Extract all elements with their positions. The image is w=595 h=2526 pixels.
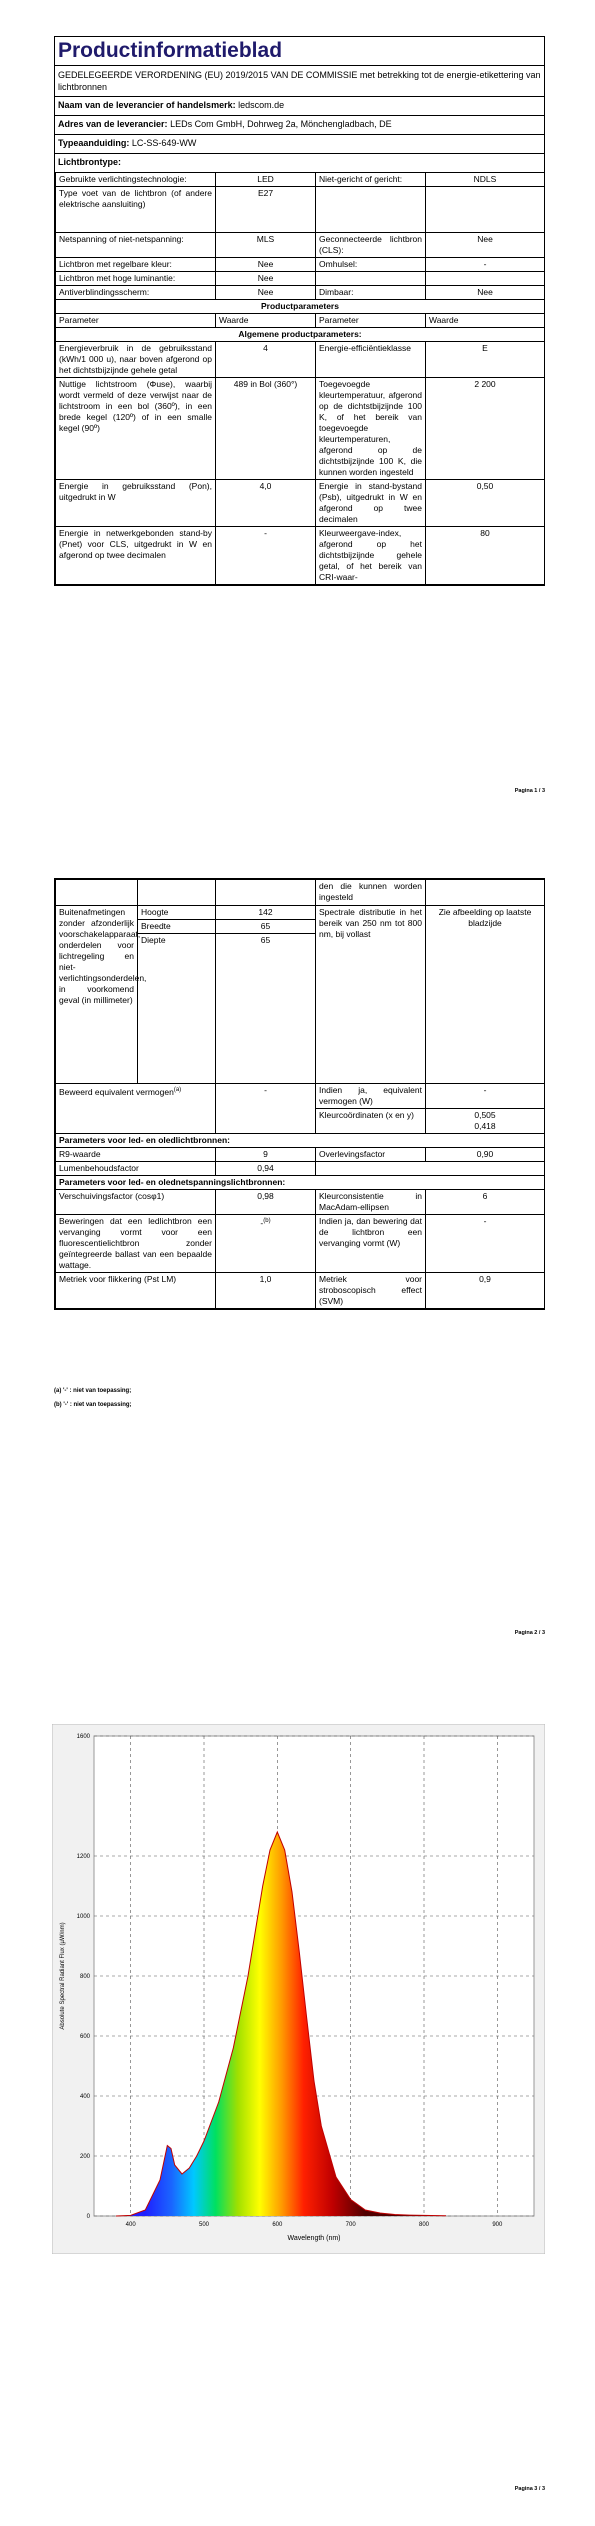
table-row	[56, 1148, 545, 1162]
cell-value: 4,0	[216, 480, 316, 527]
cell-label: Beweringen dat een ledlichtbron een vervanging vormt voor een fluorescentielichtbron zonder geïntegreerde ballast van een bepaalde wattage.	[56, 1215, 216, 1273]
type-table	[55, 172, 545, 585]
cell-label: Diepte	[138, 934, 216, 1084]
y-tick-label: 600	[79, 2034, 90, 2040]
table-row	[56, 233, 545, 258]
x-tick-label: 900	[492, 2222, 503, 2228]
x-tick-label: 800	[418, 2222, 430, 2228]
cell-label: Kleurweergave-index, afgerond op het dichtstbijzijnde gehele getal, of het bereik van CRI-waar-	[316, 527, 426, 585]
table-row	[56, 378, 545, 480]
model-label: Typeaanduiding:	[58, 138, 130, 148]
cell-value	[426, 1109, 545, 1134]
section-header-row	[56, 1134, 545, 1148]
cell-value: E27	[216, 187, 316, 233]
cell-label: Lichtbron met hoge luminantie:	[56, 272, 216, 286]
cell-value: 9	[216, 1148, 316, 1162]
cell-value: 0,9	[426, 1273, 545, 1309]
cell-value: MLS	[216, 233, 316, 258]
lightsource-type-label: Lichtbrontype:	[58, 157, 121, 167]
cell-value	[426, 187, 545, 233]
model-value: LC-SS-649-WW	[131, 138, 197, 148]
cell-label: Dimbaar:	[316, 286, 426, 300]
cell-value: NDLS	[426, 173, 545, 187]
cell-value: 489 in Bol (360°)	[216, 378, 316, 480]
cell-value: 80	[426, 527, 545, 585]
table-row	[56, 1190, 545, 1215]
cell-label: Metriek voor stroboscopisch effect (SVM)	[316, 1273, 426, 1309]
cell-empty	[56, 880, 138, 906]
page-number: Pagina 1 / 3	[514, 788, 545, 794]
cell-value: 4	[216, 342, 316, 378]
cell-label: Energie in stand-bystand (Psb), uitgedrukt in W en afgerond op twee decimalen	[316, 480, 426, 527]
cell-value: Nee	[426, 233, 545, 258]
supplier-line	[55, 97, 544, 116]
footnote-marker: (b)	[263, 1218, 271, 1224]
table-row	[56, 880, 545, 906]
section-header-row	[56, 300, 545, 314]
y-tick-label: 0	[86, 2214, 90, 2220]
cell-label: Lichtbron met regelbare kleur:	[56, 258, 216, 272]
table-row	[56, 1215, 545, 1273]
chroma-x: 0,505	[474, 1110, 496, 1120]
lightsource-type-line	[55, 154, 544, 172]
cell-label: Niet-gericht of gericht:	[316, 173, 426, 187]
y-tick-label: 1000	[76, 1914, 90, 1920]
cell-label: Lumenbehoudsfactor	[56, 1162, 216, 1176]
section-title: Parameters voor led- en oledlichtbronnen:	[56, 1134, 545, 1148]
cell-value: 1,0	[216, 1273, 316, 1309]
table-row	[56, 272, 545, 286]
cell-value: Zie afbeelding op laatste bladzijde	[426, 906, 545, 1084]
footnote-marker: (a)	[173, 1087, 182, 1093]
cell-value: 0,94	[216, 1162, 316, 1176]
table-row	[56, 342, 545, 378]
cell-value: Nee	[216, 258, 316, 272]
supplier-label: Naam van de leverancier of handelsmerk:	[58, 100, 236, 110]
cell-label: Breedte	[138, 920, 216, 934]
address-line	[55, 116, 544, 135]
x-tick-label: 400	[125, 2222, 136, 2228]
cell-label: Toegevoegde kleurtemperatuur, afgerond op de dichtstbijzijnde 100 K, of het bereik van toegevoegde kleurtemperaturen, afgerond op de dichtstbijzijnde 100 K, die kunnen worden ingesteld	[316, 378, 426, 480]
cell-label: Type voet van de lichtbron (of andere elektrische aansluiting)	[56, 187, 216, 233]
footnote-a: (a) '-' : niet van toepassing;	[54, 1388, 132, 1394]
cell-value: LED	[216, 173, 316, 187]
cell-value: Nee	[216, 286, 316, 300]
cell-value: E	[426, 342, 545, 378]
cell-empty	[316, 1162, 545, 1176]
chroma-y: 0,418	[474, 1121, 496, 1131]
y-tick-label: 1200	[76, 1854, 90, 1860]
x-tick-label: 700	[345, 2222, 356, 2228]
x-axis-label: Wavelength (nm)	[287, 2235, 341, 2242]
table-row	[56, 187, 545, 233]
cell-value: -	[426, 1215, 545, 1273]
cell-value: 142	[216, 906, 316, 920]
cell-label: Energie-efficiëntieklasse	[316, 342, 426, 378]
section-header-row	[56, 328, 545, 342]
cell-label: Nuttige lichtstroom (Φuse), waarbij wordt vermeld of deze verwijst naar de lichtstroom in een bol (360º), in een brede kegel (120º) of in een smalle kegel (90º)	[56, 378, 216, 480]
section-title: Productparameters	[56, 300, 545, 314]
column-header-row	[56, 314, 545, 328]
page-title: Productinformatieblad	[58, 39, 283, 62]
x-tick-label: 500	[198, 2222, 210, 2228]
spectrum-chart-svg	[52, 1724, 545, 2254]
cell-value: 6	[426, 1190, 545, 1215]
page-number: Pagina 2 / 3	[514, 1630, 545, 1636]
cell-empty	[216, 880, 316, 906]
cell-value	[426, 272, 545, 286]
outer-dimensions-label: Buitenafmetingen zonder afzonderlijk voorschakelapparaat, onderdelen voor lichtregeling en niet-verlichtingsonderdelen, in voorkomend geval (in millimeter)	[56, 906, 138, 1084]
cell-value: 65	[216, 934, 316, 1084]
cell-label: Spectrale distributie in het bereik van 250 nm tot 800 nm, bij vollast	[316, 906, 426, 1084]
table-row	[56, 258, 545, 272]
y-tick-label: 400	[79, 2094, 90, 2100]
cell-label: Energie in netwerkgebonden stand-by (Pnet) voor CLS, uitgedrukt in W en afgerond op twee decimalen	[56, 527, 216, 585]
cell-label: Antiverblindingsscherm:	[56, 286, 216, 300]
table-row	[56, 527, 545, 585]
cell-value: Nee	[216, 272, 316, 286]
cell-value: -	[426, 1084, 545, 1109]
cell-label: Netspanning of niet-netspanning:	[56, 233, 216, 258]
cell-label	[56, 1084, 216, 1134]
section-header-row	[56, 1176, 545, 1190]
table-row	[56, 1273, 545, 1309]
title-row	[55, 37, 544, 66]
cell-value	[216, 1215, 316, 1273]
cell-value: -	[216, 527, 316, 585]
footnote-b: (b) '-' : niet van toepassing;	[54, 1402, 132, 1408]
cell-value: -	[426, 258, 545, 272]
cell-label: Hoogte	[138, 906, 216, 920]
column-header: Parameter	[316, 314, 426, 328]
table-row	[56, 173, 545, 187]
replace-value: -	[260, 1217, 264, 1228]
cell-value: 0,90	[426, 1148, 545, 1162]
column-header: Parameter	[56, 314, 216, 328]
y-tick-label: 1600	[76, 1734, 90, 1740]
cell-label: Metriek voor flikkering (Pst LM)	[56, 1273, 216, 1309]
cell-label: Energie in gebruiksstand (Pon), uitgedrukt in W	[56, 480, 216, 527]
cell-label: Kleurcoördinaten (x en y)	[316, 1109, 426, 1134]
cell-label: Geconnecteerde lichtbron (CLS):	[316, 233, 426, 258]
cell-label: Energieverbruik in de gebruiksstand (kWh/1 000 u), naar boven afgerond op het dichtstbijzijnde gehele getal	[56, 342, 216, 378]
section-title: Algemene productparameters:	[56, 328, 545, 342]
cell-value: Nee	[426, 286, 545, 300]
cell-label: R9-waarde	[56, 1148, 216, 1162]
cell-label: Verschuivingsfactor (cosφ1)	[56, 1190, 216, 1215]
cell-label: Indien ja, equivalent vermogen (W)	[316, 1084, 426, 1109]
cell-label: Overlevingsfactor	[316, 1148, 426, 1162]
cell-empty	[426, 880, 545, 906]
cell-label	[316, 187, 426, 233]
cell-value: 0,98	[216, 1190, 316, 1215]
equiv-label: Beweerd equivalent vermogen	[59, 1086, 174, 1097]
cell-label: Kleurconsistentie in MacAdam-ellipsen	[316, 1190, 426, 1215]
page-2-frame	[54, 878, 545, 1310]
y-tick-label: 200	[79, 2154, 90, 2160]
address-value: LEDs Com GmbH, Dohrweg 2a, Mönchengladbach, DE	[170, 119, 392, 129]
cell-value: 0,50	[426, 480, 545, 527]
params-table	[55, 879, 545, 1309]
cell-label: Gebruikte verlichtingstechnologie:	[56, 173, 216, 187]
cell-value: 65	[216, 920, 316, 934]
y-axis-label: Absolute Spectral Radiant Flux (µW/nm)	[60, 1922, 66, 2030]
cell-label: Omhulsel:	[316, 258, 426, 272]
cell-label	[316, 272, 426, 286]
intro-text: GEDELEGEERDE VERORDENING (EU) 2019/2015 VAN DE COMMISSIE met betrekking tot de energie-etikettering van lichtbronnen	[55, 66, 544, 97]
cell-label: den die kunnen worden ingesteld	[316, 880, 426, 906]
cell-value: -	[216, 1084, 316, 1134]
table-row	[56, 906, 545, 920]
column-header: Waarde	[216, 314, 316, 328]
spectrum-chart	[52, 1724, 545, 2254]
y-tick-label: 800	[79, 1974, 90, 1980]
x-tick-label: 600	[272, 2222, 283, 2228]
column-header: Waarde	[426, 314, 545, 328]
table-row	[56, 1162, 545, 1176]
address-label: Adres van de leverancier:	[58, 119, 168, 129]
section-title: Parameters voor led- en olednetspanningslichtbronnen:	[56, 1176, 545, 1190]
model-line	[55, 135, 544, 154]
table-row	[56, 1084, 545, 1109]
cell-empty	[138, 880, 216, 906]
cell-value: 2 200	[426, 378, 545, 480]
table-row	[56, 480, 545, 527]
page-number: Pagina 3 / 3	[514, 2486, 545, 2492]
supplier-value: ledscom.de	[238, 100, 285, 110]
table-row	[56, 286, 545, 300]
cell-label: Indien ja, dan bewering dat de lichtbron een vervanging vormt (W)	[316, 1215, 426, 1273]
page-1-frame	[54, 36, 545, 586]
